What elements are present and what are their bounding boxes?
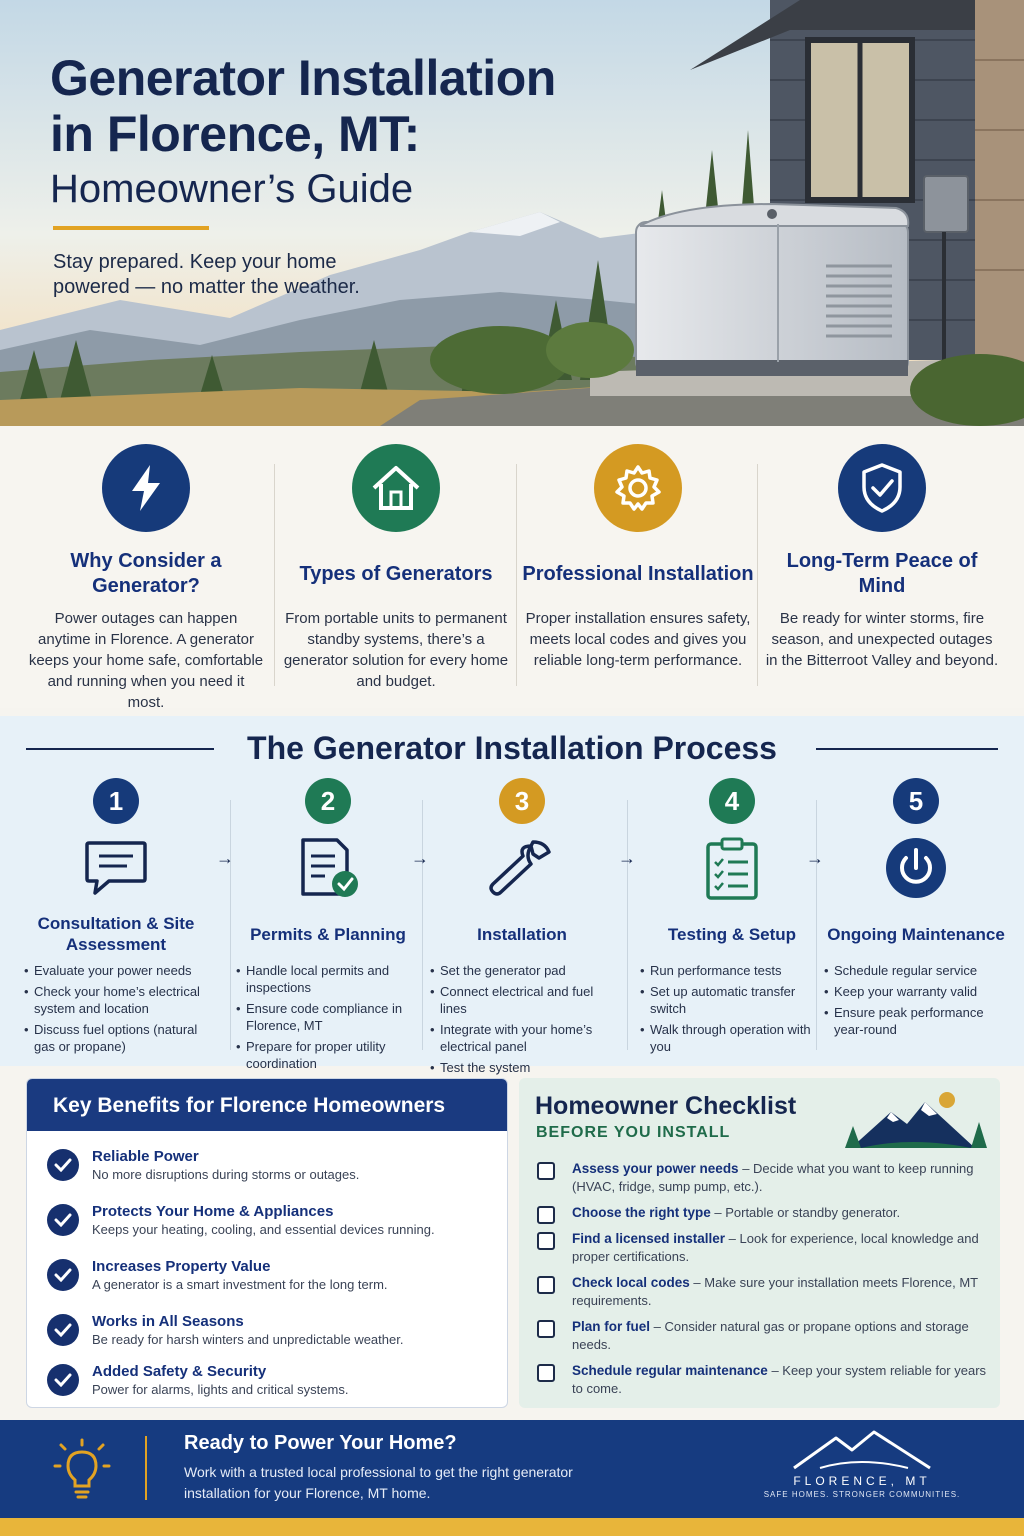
checklist-item-text: – Portable or standby generator. <box>710 1205 901 1220</box>
arrow-right-icon: → <box>806 848 824 868</box>
benefit-title: Added Safety & Security <box>92 1363 267 1380</box>
checklist-title: Homeowner Checklist <box>535 1092 797 1120</box>
gear-icon <box>594 444 682 532</box>
checklist-item[interactable] <box>537 1318 987 1354</box>
checklist-item[interactable] <box>537 1230 987 1266</box>
arrow-right-icon: → <box>618 848 636 868</box>
list-item: • Evaluate your power needs <box>24 962 214 979</box>
list-item: • Connect electrical and fuel lines <box>430 983 620 1017</box>
checklist-item[interactable] <box>537 1160 987 1196</box>
footer-divider <box>145 1436 147 1500</box>
feature-title: Types of Generators <box>299 562 493 585</box>
title-underline <box>53 226 209 230</box>
check-circle-icon <box>47 1259 79 1291</box>
list-item: • Run performance tests <box>640 962 830 979</box>
shield-check-icon <box>838 444 926 532</box>
checkbox[interactable] <box>537 1276 555 1294</box>
step-list <box>18 962 214 1055</box>
step-list <box>424 962 620 1076</box>
document-check-icon <box>292 834 364 902</box>
feature-professional-installation <box>520 444 756 671</box>
list-item: • Check your home’s electrical system and location <box>24 983 214 1017</box>
title-rule-right <box>816 748 998 750</box>
hero-subtitle: Stay prepared. Keep your home powered — no matter the weather. <box>53 251 360 298</box>
page-title <box>50 50 670 214</box>
brand-tagline: SAFE HOMES. STRONGER COMMUNITIES. <box>763 1490 961 1499</box>
divider <box>516 464 517 686</box>
checklist-item-title: Find a licensed installer <box>572 1231 726 1246</box>
benefit-item <box>47 1362 497 1398</box>
list-item: • Discuss fuel options (natural gas or propane) <box>24 1021 214 1055</box>
process-section <box>0 716 1024 1075</box>
checklist-item[interactable] <box>537 1362 987 1398</box>
brand-name: FLORENCE, MT <box>793 1474 931 1488</box>
process-step-1 <box>18 778 214 1059</box>
check-circle-icon <box>47 1364 79 1396</box>
checkbox[interactable] <box>537 1162 555 1180</box>
feature-peace-of-mind <box>764 444 1000 671</box>
process-step-5 <box>818 778 1014 1042</box>
benefit-text: Keeps your heating, cooling, and essential devices running. <box>92 1222 435 1237</box>
step-title: Installation <box>477 924 567 944</box>
checklist-item-text: – Look for experience, local knowledge and proper certifications. <box>572 1231 979 1264</box>
list-item: • Handle local permits and inspections <box>236 962 426 996</box>
process-step-2 <box>230 778 426 1076</box>
feature-text: From portable units to permanent standby systems, there’s a generator solution for every home and budget. <box>283 610 509 690</box>
checklist-item-text: – Decide what you want to keep running (HVAC, fridge, sump pump, etc.). <box>572 1161 974 1194</box>
benefit-item <box>47 1147 497 1183</box>
footer-title: Ready to Power Your Home? <box>184 1432 457 1454</box>
check-circle-icon <box>47 1314 79 1346</box>
checkbox[interactable] <box>537 1206 555 1224</box>
checklist-item[interactable] <box>537 1274 987 1310</box>
feature-why-generator <box>28 444 264 713</box>
list-item: • Set up automatic transfer switch <box>640 983 830 1017</box>
step-number: 4 <box>709 778 755 824</box>
list-item: • Keep your warranty valid <box>824 983 1014 1000</box>
arrow-right-icon: → <box>216 848 234 868</box>
benefit-item <box>47 1257 497 1293</box>
checkbox[interactable] <box>537 1232 555 1250</box>
checklist-panel <box>519 1078 1000 1408</box>
step-number: 2 <box>305 778 351 824</box>
checklist-item-text: – Consider natural gas or propane options and storage needs. <box>572 1319 969 1352</box>
feature-text: Power outages can happen anytime in Florence. A generator keeps your home safe, comfortable and running when you need it most. <box>28 610 264 711</box>
bottom-accent-stripe <box>0 1518 1024 1536</box>
benefit-item <box>47 1312 497 1348</box>
step-number: 3 <box>499 778 545 824</box>
brand-mountain-logo-icon <box>790 1428 934 1472</box>
arrow-right-icon: → <box>411 848 429 868</box>
step-title: Consultation & Site Assessment <box>37 914 195 954</box>
step-number: 5 <box>893 778 939 824</box>
mountain-icon <box>841 1086 991 1156</box>
checklist-item-title: Check local codes <box>572 1275 690 1290</box>
features-section <box>0 426 1024 711</box>
feature-text: Proper installation ensures safety, meets local codes and gives you reliable long-term performance. <box>525 610 751 669</box>
list-item: • Test the system <box>430 1059 620 1076</box>
feature-title: Professional Installation <box>522 562 754 585</box>
list-item: • Set the generator pad <box>430 962 620 979</box>
title-line-3: Homeowner’s Guide <box>50 167 414 211</box>
benefit-item <box>47 1202 497 1238</box>
feature-text: Be ready for winter storms, fire season, and unexpected outages in the Bitterroot Valley and beyond. <box>765 610 999 669</box>
step-number: 1 <box>93 778 139 824</box>
checklist-item-text: – Keep your system reliable for years to come. <box>572 1363 987 1396</box>
divider <box>816 800 817 1050</box>
title-line-1: Generator Installation <box>50 50 556 106</box>
process-step-4 <box>634 778 830 1059</box>
checkbox[interactable] <box>537 1364 555 1382</box>
list-item: • Prepare for proper utility coordination <box>236 1038 426 1072</box>
benefits-title: Key Benefits for Florence Homeowners <box>27 1079 507 1131</box>
benefit-title: Increases Property Value <box>92 1258 271 1275</box>
process-title: The Generator Installation Process <box>247 730 777 766</box>
list-item: • Integrate with your home’s electrical panel <box>430 1021 620 1055</box>
footer-cta <box>0 1420 1024 1518</box>
checklist-subtitle: BEFORE YOU INSTALL <box>536 1124 731 1141</box>
benefit-text: A generator is a smart investment for the long term. <box>92 1277 388 1292</box>
process-step-3 <box>424 778 620 1080</box>
step-list <box>634 962 830 1055</box>
list-item: • Ensure code compliance in Florence, MT <box>236 1000 426 1034</box>
divider <box>274 464 275 686</box>
benefit-text: Power for alarms, lights and critical systems. <box>92 1382 349 1397</box>
feature-types <box>278 444 514 692</box>
list-item: • Schedule regular service <box>824 962 1014 979</box>
benefit-text: Be ready for harsh winters and unpredictable weather. <box>92 1332 404 1347</box>
checklist-item-title: Choose the right type <box>572 1205 711 1220</box>
checkbox[interactable] <box>537 1320 555 1338</box>
wrench-icon <box>486 834 558 902</box>
checklist-item-title: Plan for fuel <box>572 1319 651 1334</box>
power-icon <box>880 834 952 902</box>
checklist-item-title: Schedule regular maintenance <box>572 1363 768 1378</box>
divider <box>422 800 423 1050</box>
check-circle-icon <box>47 1149 79 1181</box>
checklist-item-title: Assess your power needs <box>572 1161 739 1176</box>
benefits-panel <box>26 1078 508 1408</box>
chat-icon <box>80 834 152 902</box>
footer-text: Work with a trusted local professional to get the right generator installation for your Florence, MT home. <box>184 1464 573 1501</box>
step-title: Permits & Planning <box>250 924 406 944</box>
benefit-title: Reliable Power <box>92 1148 199 1165</box>
title-line-2: in Florence, MT: <box>50 106 420 162</box>
list-item: • Walk through operation with you <box>640 1021 830 1055</box>
step-list <box>818 962 1014 1038</box>
clipboard-icon <box>696 834 768 902</box>
check-circle-icon <box>47 1204 79 1236</box>
benefit-title: Works in All Seasons <box>92 1313 244 1330</box>
checklist-item[interactable] <box>537 1204 987 1222</box>
step-title: Ongoing Maintenance <box>827 924 1005 944</box>
house-icon <box>352 444 440 532</box>
hero-banner <box>0 0 1024 426</box>
benefit-title: Protects Your Home & Appliances <box>92 1203 334 1220</box>
divider <box>757 464 758 686</box>
step-title: Testing & Setup <box>667 924 797 944</box>
lightning-icon <box>102 444 190 532</box>
divider <box>627 800 628 1050</box>
lightbulb-icon <box>52 1438 112 1500</box>
feature-title: Why Consider a Generator? <box>70 550 222 597</box>
checklist-item-text: – Make sure your installation meets Florence, MT requirements. <box>572 1275 978 1308</box>
benefit-text: No more disruptions during storms or outages. <box>92 1167 360 1182</box>
step-list <box>230 962 426 1072</box>
feature-title: Long-Term Peace of Mind <box>786 550 978 597</box>
list-item: • Ensure peak performance year-round <box>824 1004 1014 1038</box>
